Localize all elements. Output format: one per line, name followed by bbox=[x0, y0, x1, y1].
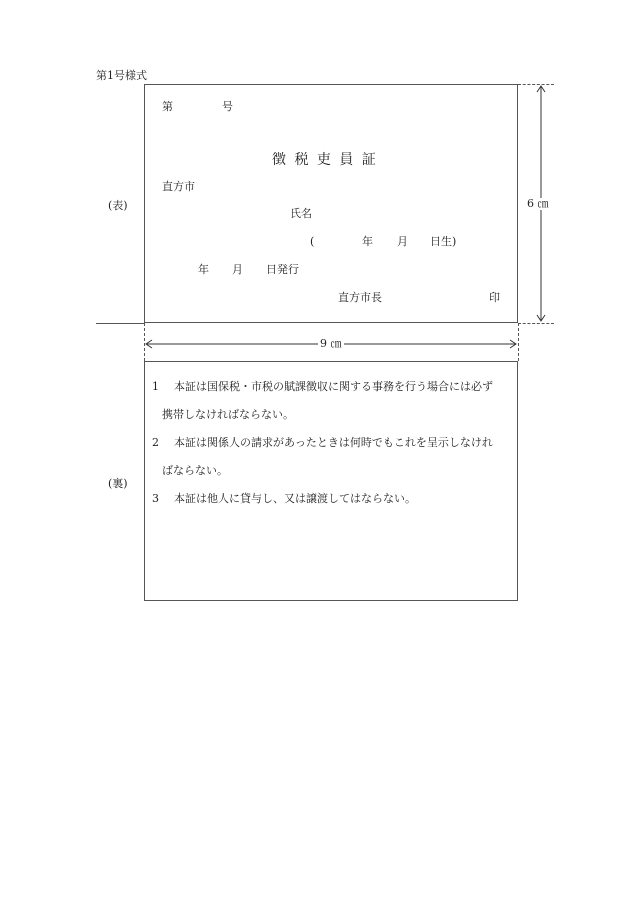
birth-month: 月 bbox=[397, 235, 408, 248]
city-name: 直方市 bbox=[162, 180, 195, 193]
number-dai: 第 bbox=[162, 100, 173, 113]
front-side-label: (表) bbox=[108, 199, 128, 212]
issue-year: 年 bbox=[198, 263, 209, 276]
note-line: 携帯しなければならない。 bbox=[162, 408, 294, 421]
mayor-title: 直方市長 bbox=[338, 291, 382, 304]
note-line: 本証は他人に貸与し、又は譲渡してはならない。 bbox=[174, 492, 416, 505]
seal-mark: 印 bbox=[489, 291, 500, 304]
form-number-label: 第1号様式 bbox=[96, 69, 147, 82]
note-line: 本証は国保税・市税の賦課徴収に関する事務を行う場合には必ず bbox=[174, 380, 493, 393]
note-line: ばならない。 bbox=[162, 464, 228, 477]
note-number: 2 bbox=[152, 436, 159, 449]
birth-paren-open: ( bbox=[310, 235, 315, 248]
back-side-label: (裏) bbox=[108, 477, 128, 490]
birth-day: 日生) bbox=[430, 235, 457, 248]
number-go: 号 bbox=[222, 100, 233, 113]
issue-day: 日発行 bbox=[266, 263, 299, 276]
name-label: 氏名 bbox=[290, 207, 312, 220]
note-number: 1 bbox=[152, 380, 159, 393]
width-dimension-label: 9 ㎝ bbox=[320, 337, 342, 350]
card-title: 徴 税 吏 員 証 bbox=[272, 152, 378, 168]
birth-year: 年 bbox=[362, 235, 373, 248]
height-dimension-label: 6 ㎝ bbox=[527, 197, 549, 210]
issue-month: 月 bbox=[232, 263, 243, 276]
card-back bbox=[144, 361, 518, 601]
note-line: 本証は関係人の請求があったときは何時でもこれを呈示しなけれ bbox=[174, 436, 493, 449]
note-number: 3 bbox=[152, 492, 159, 505]
